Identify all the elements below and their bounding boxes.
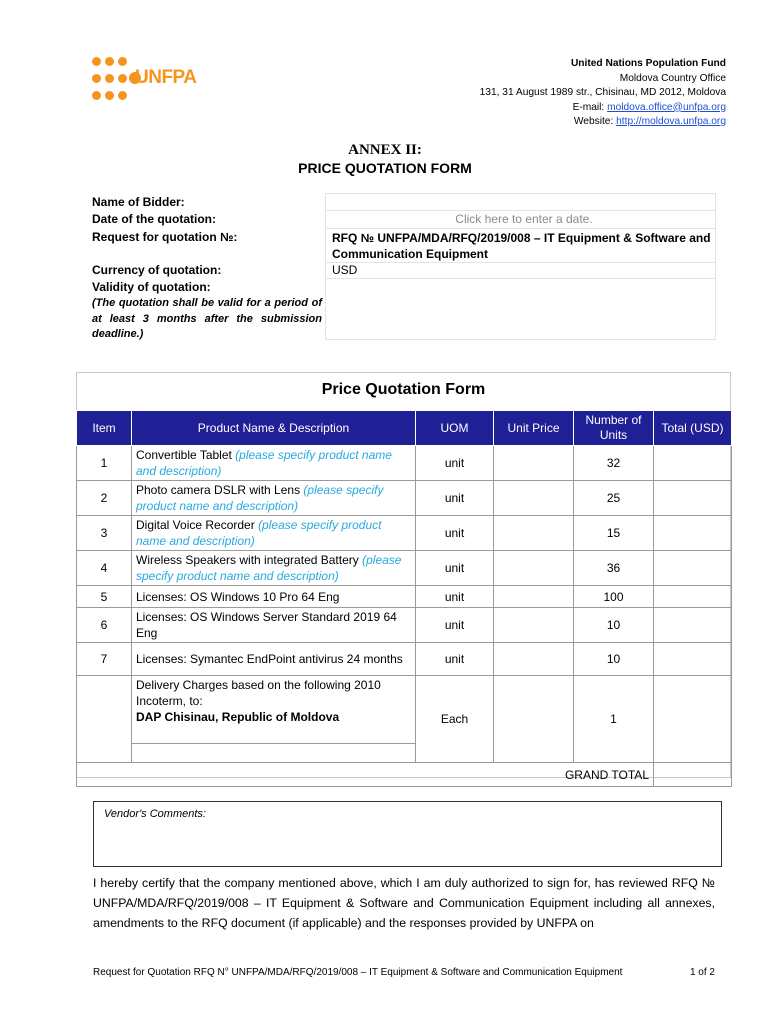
table-row [77,551,732,586]
email-link[interactable]: moldova.office@unfpa.org [607,101,726,113]
delivery-extra-field[interactable] [132,744,416,763]
table-row [77,608,732,643]
annex-heading: ANNEX II: [348,142,422,158]
uom-cell: unit [416,551,494,586]
delivery-row [77,676,732,744]
logo-wordmark: UNFPA [135,67,197,88]
unit-price-cell[interactable] [494,551,574,586]
grand-total-label: GRAND TOTAL [77,763,654,787]
uom-cell: unit [416,643,494,676]
validity-field[interactable] [332,280,716,336]
currency-value: USD [332,263,358,277]
item-number: 4 [77,551,132,586]
quotation-date-field[interactable]: Click here to enter a date. [455,212,593,226]
uom-cell: unit [416,516,494,551]
uom-cell: unit [416,586,494,608]
total-cell[interactable] [654,608,732,643]
unit-price-cell[interactable] [494,516,574,551]
unit-price-cell[interactable] [494,608,574,643]
quotation-date-label: Date of the quotation: [92,212,216,226]
unit-price-cell[interactable] [494,643,574,676]
page-footer [93,967,715,978]
units-cell: 10 [574,608,654,643]
vendor-comments-box[interactable] [93,801,722,867]
bidder-name-field[interactable] [332,195,716,210]
validity-label: Validity of quotation: [92,280,211,294]
product-description: Licenses: OS Windows 10 Pro 64 Eng [132,586,416,608]
email-line: E-mail: moldova.office@unfpa.org [572,101,726,113]
product-description: Convertible Tablet (please specify product name and description) [132,446,416,481]
website-line: Website: http://moldova.unfpa.org [573,116,726,127]
item-number: 5 [77,586,132,608]
spec-hint: (please specify product name and description) [136,553,402,583]
total-cell[interactable] [654,516,732,551]
spec-hint: (please specify product name and description) [136,448,392,478]
total-cell[interactable] [654,676,732,763]
table-row [77,586,732,608]
uom-cell: unit [416,446,494,481]
unit-price-cell[interactable] [494,676,574,763]
rfq-number-label: Request for quotation №: [92,230,238,244]
validity-note: (The quotation shall be valid for a period of at least 3 months after the submission deadline.) [92,297,322,340]
product-description: Licenses: Symantec EndPoint antivirus 24 months [132,643,416,676]
total-cell[interactable] [654,446,732,481]
col-total: Total (USD) [654,411,732,446]
item-number: 7 [77,643,132,676]
total-cell[interactable] [654,643,732,676]
units-cell: 25 [574,481,654,516]
item-number [77,676,132,763]
total-cell[interactable] [654,551,732,586]
table-row [77,643,732,676]
uom-cell: unit [416,481,494,516]
total-cell[interactable] [654,586,732,608]
org-name: United Nations Population Fund [570,58,726,69]
page-number: 1 of 2 [689,967,715,978]
product-description: Digital Voice Recorder (please specify product name and description) [132,516,416,551]
units-cell: 100 [574,586,654,608]
units-cell: 10 [574,643,654,676]
units-cell: 32 [574,446,654,481]
grand-total-cell[interactable] [654,763,732,787]
office-name: Moldova Country Office [619,72,726,84]
grand-total-row [77,763,732,787]
item-number: 3 [77,516,132,551]
total-cell[interactable] [654,481,732,516]
item-number: 6 [77,608,132,643]
price-quotation-title: Price Quotation Form [321,381,486,398]
currency-label: Currency of quotation: [92,263,222,277]
certification-text: I hereby certify that the company mentioned above, which I am duly authorized to sign for, has reviewed RFQ № UNFPA/MDA/RFQ/2019/008 – IT Equipment & Software and Communication Equipment including all annexes, amendments to the RFQ document (if applicable) and the responses provided by UNFPA on [93,876,715,930]
spec-hint: (please specify product name and description) [136,518,382,548]
col-item: Item [77,411,132,446]
col-units: Number of Units [574,411,654,446]
table-header-row [77,411,732,446]
col-unit-price: Unit Price [494,411,574,446]
table-row [77,516,732,551]
unit-price-cell[interactable] [494,446,574,481]
product-description: Wireless Speakers with integrated Battery (please specify product name and description) [132,551,416,586]
item-number: 1 [77,446,132,481]
delivery-description: Delivery Charges based on the following 2010 Incoterm, to: DAP Chisinau, Republic of Moldova [132,676,416,744]
spec-hint: (please specify product name and description) [136,483,384,513]
uom-cell: Each [416,676,494,763]
uom-cell: unit [416,608,494,643]
bidder-name-label: Name of Bidder: [92,195,185,209]
product-description: Licenses: OS Windows Server Standard 2019 64 Eng [132,608,416,643]
item-number: 2 [77,481,132,516]
rfq-number-value: RFQ № UNFPA/MDA/RFQ/2019/008 – IT Equipment & Software and Communication Equipment [332,231,711,261]
table-row [77,446,732,481]
logo-dots-icon [92,57,140,101]
unit-price-cell[interactable] [494,481,574,516]
vendor-comments-label: Vendor's Comments: [104,808,206,820]
units-cell: 36 [574,551,654,586]
street-address: 131, 31 August 1989 str., Chisinau, MD 2012, Moldova [479,87,726,98]
unit-price-cell[interactable] [494,586,574,608]
delivery-destination: DAP Chisinau, Republic of Moldova [136,710,340,724]
unfpa-logo [92,57,196,101]
header-address [480,57,726,130]
website-link[interactable]: http://moldova.unfpa.org [616,116,726,127]
units-cell: 1 [574,676,654,763]
col-uom: UOM [416,411,494,446]
footer-text: Request for Quotation RFQ N° UNFPA/MDA/RFQ/2019/008 – IT Equipment & Software and Communication Equipment [93,967,623,978]
price-quotation-table [76,410,732,787]
product-description: Photo camera DSLR with Lens (please specify product name and description) [132,481,416,516]
col-product: Product Name & Description [132,411,416,446]
page-title: PRICE QUOTATION FORM [298,160,472,176]
table-row [77,481,732,516]
units-cell: 15 [574,516,654,551]
